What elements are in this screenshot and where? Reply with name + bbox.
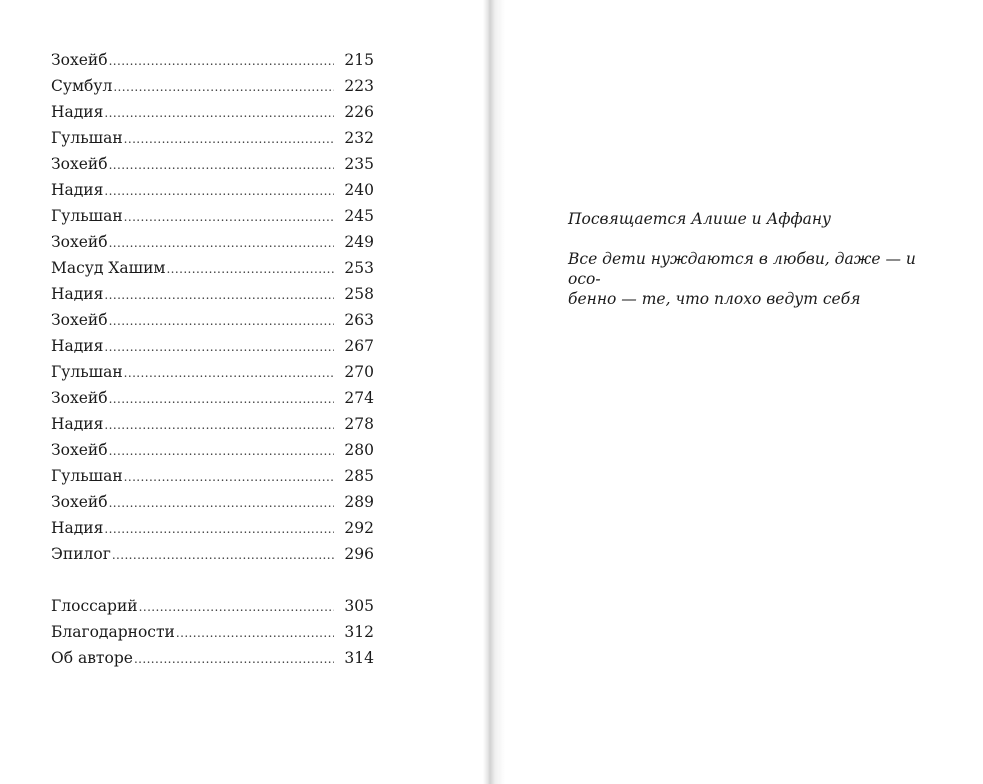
toc-entry-title: Зохейб <box>51 441 108 459</box>
toc-dot-leader <box>134 646 334 672</box>
toc-entry-title: Зохейб <box>51 389 108 407</box>
toc-entry <box>51 203 374 229</box>
toc-entry <box>51 489 374 515</box>
toc-entry-page-number: 223 <box>344 77 374 95</box>
toc-dot-leader <box>109 490 334 516</box>
table-of-contents <box>51 47 374 671</box>
toc-entry-title: Надия <box>51 103 104 121</box>
toc-entry-title: Сумбул <box>51 77 113 95</box>
epigraph-line-2: бенно — те, что плохо ведут себя <box>568 290 861 308</box>
epigraph <box>568 249 928 309</box>
toc-entry-page-number: 285 <box>344 467 374 485</box>
toc-dot-leader <box>109 152 334 178</box>
toc-entry-page-number: 226 <box>344 103 374 121</box>
toc-dot-leader <box>109 386 334 412</box>
toc-entry-page-number: 215 <box>344 51 374 69</box>
toc-entry <box>51 99 374 125</box>
toc-entry-title: Масуд Хашим <box>51 259 166 277</box>
toc-entry-title: Гульшан <box>51 363 123 381</box>
toc-dot-leader <box>166 256 334 282</box>
spine-gutter-shadow <box>483 0 505 784</box>
toc-entry-title: Гульшан <box>51 207 123 225</box>
toc-entry <box>51 515 374 541</box>
toc-entry-title: Надия <box>51 181 104 199</box>
right-page <box>488 0 983 784</box>
toc-dot-leader <box>109 48 334 74</box>
toc-entry <box>51 307 374 333</box>
toc-dot-leader <box>124 126 334 152</box>
toc-entry-title: Гульшан <box>51 129 123 147</box>
toc-dot-leader <box>124 464 334 490</box>
toc-entry <box>51 125 374 151</box>
toc-dot-leader <box>104 178 334 204</box>
toc-entry-page-number: 253 <box>344 259 374 277</box>
toc-entry <box>51 385 374 411</box>
toc-dot-leader <box>139 594 334 620</box>
toc-entry-page-number: 270 <box>344 363 374 381</box>
toc-entry <box>51 333 374 359</box>
dedication-text: Посвящается Алише и Аффану <box>568 210 832 228</box>
toc-entry-title: Зохейб <box>51 155 108 173</box>
toc-entry-title: Зохейб <box>51 233 108 251</box>
toc-entry <box>51 619 374 645</box>
toc-entry-page-number: 263 <box>344 311 374 329</box>
toc-entry <box>51 359 374 385</box>
toc-entry <box>51 437 374 463</box>
toc-entry <box>51 541 374 567</box>
toc-dot-leader <box>113 74 334 100</box>
toc-entry-title: Глоссарий <box>51 597 138 615</box>
toc-entry-title: Гульшан <box>51 467 123 485</box>
toc-entry <box>51 593 374 619</box>
toc-entry-page-number: 280 <box>344 441 374 459</box>
toc-entry-title: Надия <box>51 337 104 355</box>
toc-dot-leader <box>104 282 334 308</box>
toc-entry <box>51 255 374 281</box>
toc-entry <box>51 229 374 255</box>
toc-dot-leader <box>104 412 334 438</box>
toc-entry-title: Надия <box>51 519 104 537</box>
toc-entry-page-number: 245 <box>344 207 374 225</box>
toc-entry-page-number: 305 <box>344 597 374 615</box>
toc-entry-title: Надия <box>51 285 104 303</box>
toc-entry <box>51 177 374 203</box>
left-page <box>0 0 488 784</box>
toc-entry <box>51 281 374 307</box>
toc-dot-leader <box>124 204 334 230</box>
toc-entry-page-number: 292 <box>344 519 374 537</box>
toc-dot-leader <box>104 100 334 126</box>
toc-entry-title: Зохейб <box>51 493 108 511</box>
toc-entry-title: Зохейб <box>51 311 108 329</box>
toc-entry-page-number: 235 <box>344 155 374 173</box>
toc-dot-leader <box>109 230 334 256</box>
toc-entry-page-number: 249 <box>344 233 374 251</box>
toc-entry <box>51 47 374 73</box>
toc-entry-title: Надия <box>51 415 104 433</box>
toc-entry-page-number: 240 <box>344 181 374 199</box>
toc-dot-leader <box>112 542 334 568</box>
toc-dot-leader <box>176 620 334 646</box>
toc-entry-page-number: 267 <box>344 337 374 355</box>
toc-back-matter-section <box>51 593 374 671</box>
toc-entry-page-number: 278 <box>344 415 374 433</box>
toc-dot-leader <box>104 516 334 542</box>
toc-dot-leader <box>124 360 334 386</box>
toc-entry-page-number: 296 <box>344 545 374 563</box>
toc-entry-page-number: 232 <box>344 129 374 147</box>
toc-entry-title: Эпилог <box>51 545 111 563</box>
toc-main-section <box>51 47 374 567</box>
toc-dot-leader <box>104 334 334 360</box>
toc-entry <box>51 463 374 489</box>
toc-entry-page-number: 289 <box>344 493 374 511</box>
toc-entry <box>51 73 374 99</box>
toc-entry-title: Об авторе <box>51 649 133 667</box>
toc-entry <box>51 151 374 177</box>
dedication-block <box>568 209 928 309</box>
toc-entry <box>51 645 374 671</box>
toc-dot-leader <box>109 308 334 334</box>
toc-entry-title: Зохейб <box>51 51 108 69</box>
toc-entry-page-number: 258 <box>344 285 374 303</box>
toc-entry-page-number: 312 <box>344 623 374 641</box>
toc-entry <box>51 411 374 437</box>
toc-entry-page-number: 314 <box>344 649 374 667</box>
toc-entry-title: Благодарности <box>51 623 175 641</box>
toc-dot-leader <box>109 438 334 464</box>
epigraph-line-1: Все дети нуждаются в любви, даже — и осо- <box>568 250 916 288</box>
toc-entry-page-number: 274 <box>344 389 374 407</box>
